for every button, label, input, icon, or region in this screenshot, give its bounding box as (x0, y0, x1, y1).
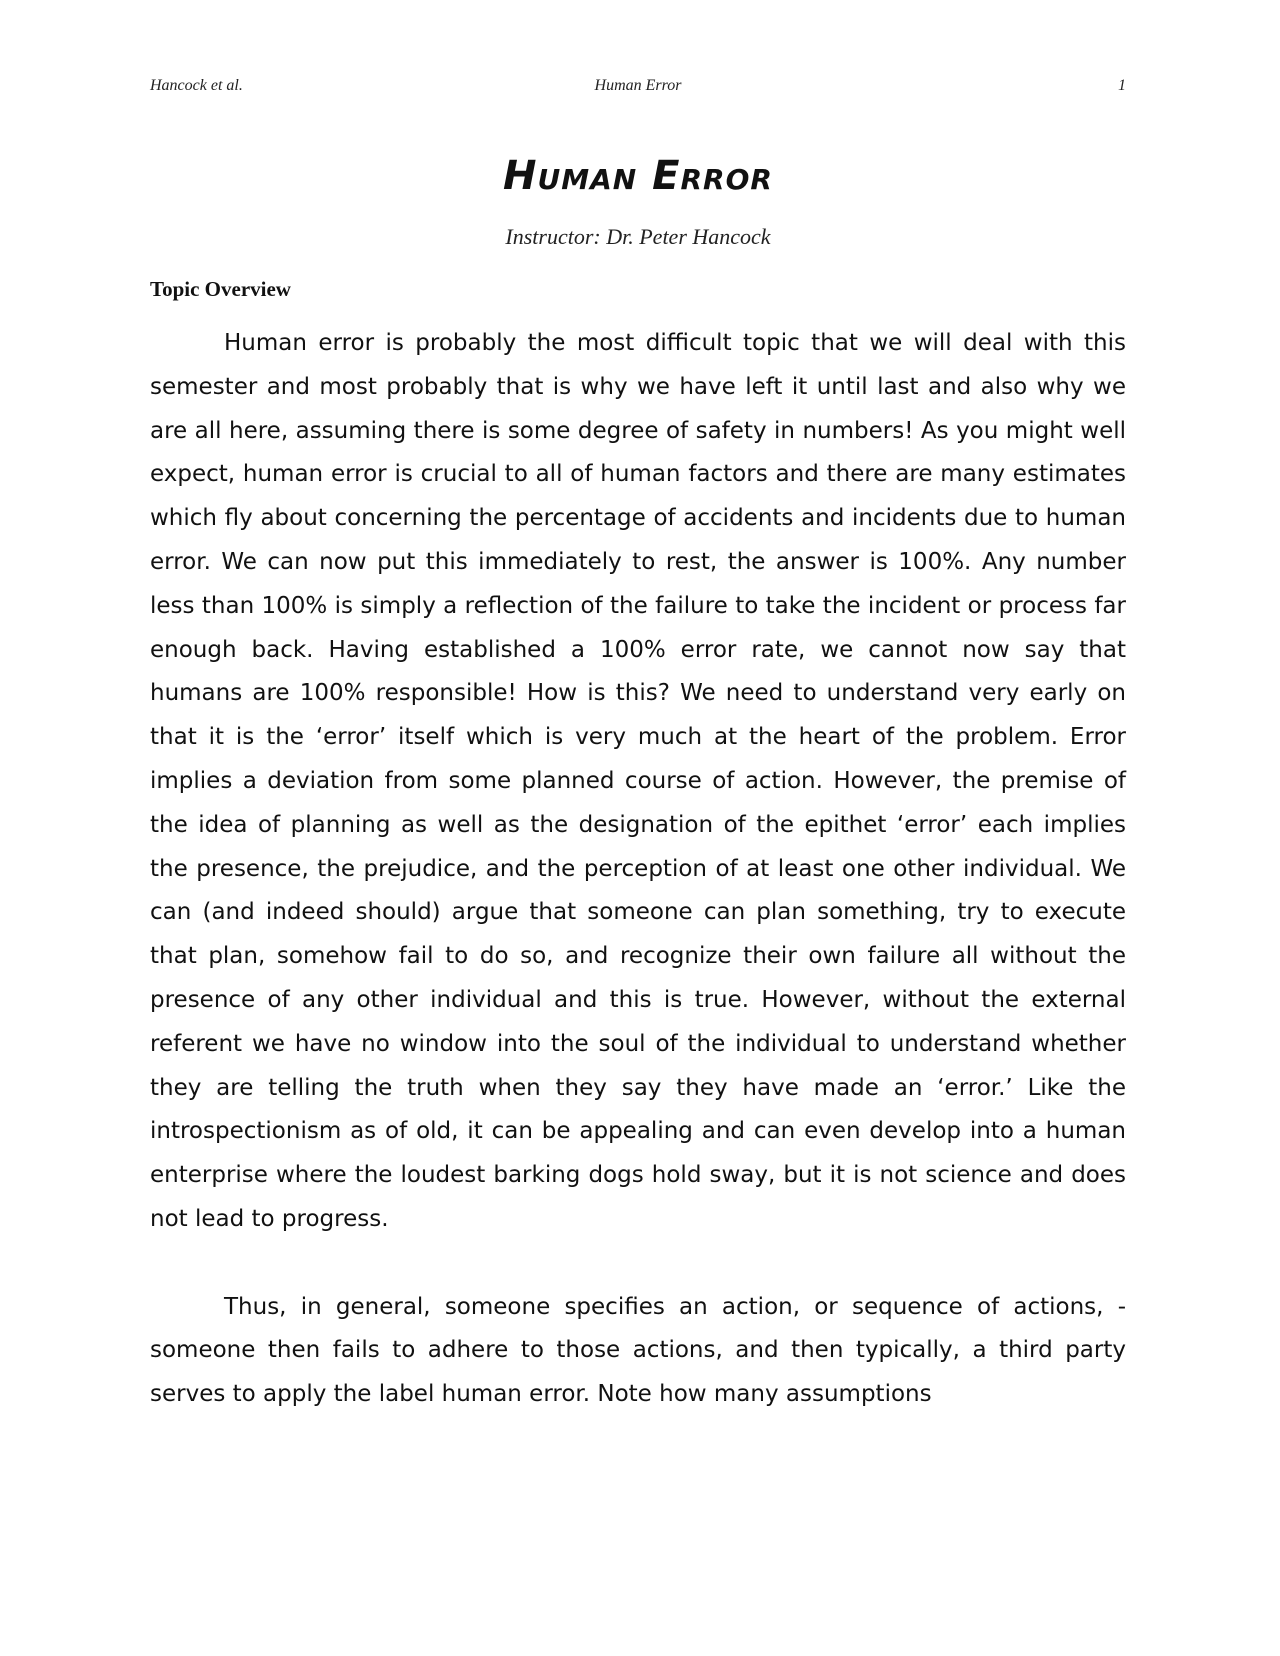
section-heading-topic-overview: Topic Overview (150, 277, 291, 301)
document-page (150, 0, 1126, 1656)
instructor-line: Instructor: Dr. Peter Hancock (505, 224, 771, 249)
body-text (150, 322, 1126, 1417)
document-title: Human Error (503, 153, 773, 199)
running-header (150, 74, 1126, 98)
header-title: Human Error (594, 77, 682, 94)
paragraph-2: Thus, in general, someone specifies an action, or sequence of actions, -someone then fails to adhere to those actions, and then typically, a third party serves to apply the label human error. Note how many assumptions (150, 1293, 1126, 1408)
paragraph-1: Human error is probably the most difficult topic that we will deal with this semester and most probably that is why we have left it until last and also why we are all here, assuming there is some degree of safety in numbers! As you might well expect, human error is crucial to all of human factors and there are many estimates which fly about concerning the percentage of accidents and incidents due to human error. We can now put this immediately to rest, the answer is 100%. Any number less than 100% is simply a reflection of the failure to take the incident or process far enough back. Having established a 100% error rate, we cannot now say that humans are 100% responsible! How is this? We need to understand very early on that it is the ‘error’ itself which is very much at the heart of the problem. Error implies a deviation from some planned course of action. However, the premise of the idea of planning as well as the designation of the epithet ‘error’ each implies the presence, the prejudice, and the perception of at least one other individual. We can (and indeed should) argue that someone can plan something, try to execute that plan, somehow fail to do so, and recognize their own failure all without the presence of any other individual and this is true. However, without the external referent we have no window into the soul of the individual to understand whether they are telling the truth when they say they have made an ‘error.’ Like the introspectionism as of old, it can be appealing and can even develop into a human enterprise where the loudest barking dogs hold sway, but it is not science and does not lead to progress. (150, 330, 1126, 1232)
header-author: Hancock et al. (150, 77, 243, 94)
header-page-number: 1 (1118, 77, 1126, 94)
